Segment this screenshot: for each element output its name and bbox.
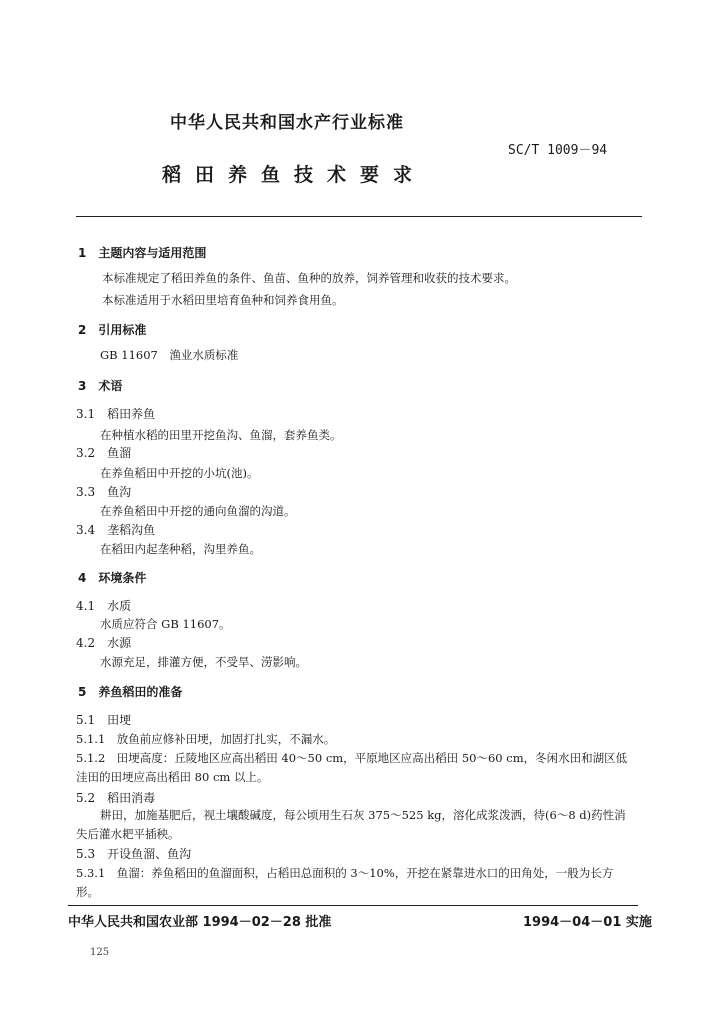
standard-code: SC/T 1009－94 [508, 143, 608, 158]
term-3-4-definition: 在稻田内起垄种稻，沟里养鱼。 [100, 542, 261, 556]
section-1-heading: 1 主题内容与适用范围 [78, 246, 207, 260]
document-title: 稻田养鱼技术要求 [162, 164, 427, 186]
term-3-3: 3.3 鱼沟 [76, 485, 132, 499]
clause-5-3: 5.3 开设鱼溜、鱼沟 [76, 847, 192, 861]
clause-5-2: 5.2 稻田消毒 [76, 791, 156, 805]
section-1-paragraph-2: 本标准适用于水稻田里培育鱼种和饲养食用鱼。 [102, 293, 344, 307]
term-3-2-definition: 在养鱼稻田中开挖的小坑(池)。 [100, 466, 259, 480]
section-1-paragraph-1: 本标准规定了稻田养鱼的条件、鱼苗、鱼种的放养，饲养管理和收获的技术要求。 [102, 271, 516, 285]
clause-4-1: 4.1 水质 [76, 599, 132, 613]
clause-5-1-1: 5.1.1 放鱼前应修补田埂，加固打扎实，不漏水。 [76, 732, 336, 746]
clause-5-2-text: 耕田，加施基肥后，视土壤酸碱度，每公顷用生石灰 375～525 kg，溶化成浆泼洒，待(6～8 d)药性消失后灌水耙平插秧。 [76, 808, 626, 841]
term-3-1: 3.1 稻田养鱼 [76, 407, 156, 421]
footer-divider [68, 905, 638, 906]
page-number: 125 [90, 947, 110, 958]
section-2-reference: GB 11607 渔业水质标准 [100, 348, 239, 362]
implementation-date: 1994－04－01 实施 [523, 915, 652, 930]
header-divider [76, 216, 642, 217]
term-3-1-definition: 在种植水稻的田里开挖鱼沟、鱼溜，套养鱼类。 [100, 428, 342, 442]
clause-5-3-1: 5.3.1 鱼溜：养鱼稻田的鱼溜面积，占稻田总面积的 3～10%，开挖在紧靠进水口的田角处，一般为长方形。 [76, 866, 614, 899]
section-4-heading: 4 环境条件 [78, 571, 147, 585]
term-3-4: 3.4 垄稻沟鱼 [76, 523, 156, 537]
section-3-heading: 3 术语 [78, 379, 123, 393]
term-3-3-definition: 在养鱼稻田中开挖的通向鱼溜的沟道。 [100, 504, 296, 518]
section-2-heading: 2 引用标准 [78, 323, 147, 337]
clause-4-2-text: 水源充足，排灌方便，不受旱、涝影响。 [100, 655, 307, 669]
approval-line: 中华人民共和国农业部 1994－02－28 批准 [68, 915, 332, 930]
standard-org-heading: 中华人民共和国水产行业标准 [170, 113, 404, 133]
clause-4-2: 4.2 水源 [76, 636, 132, 650]
clause-5-1: 5.1 田埂 [76, 713, 132, 727]
clause-5-1-2: 5.1.2 田埂高度：丘陵地区应高出稻田 40～50 cm，平原地区应高出稻田 50～60 cm，冬闲水田和湖区低洼田的田埂应高出稻田 80 cm 以上。 [76, 751, 628, 784]
term-3-2: 3.2 鱼溜 [76, 446, 132, 460]
clause-4-1-text: 水质应符合 GB 11607。 [100, 617, 231, 631]
section-5-heading: 5 养鱼稻田的准备 [78, 685, 183, 699]
